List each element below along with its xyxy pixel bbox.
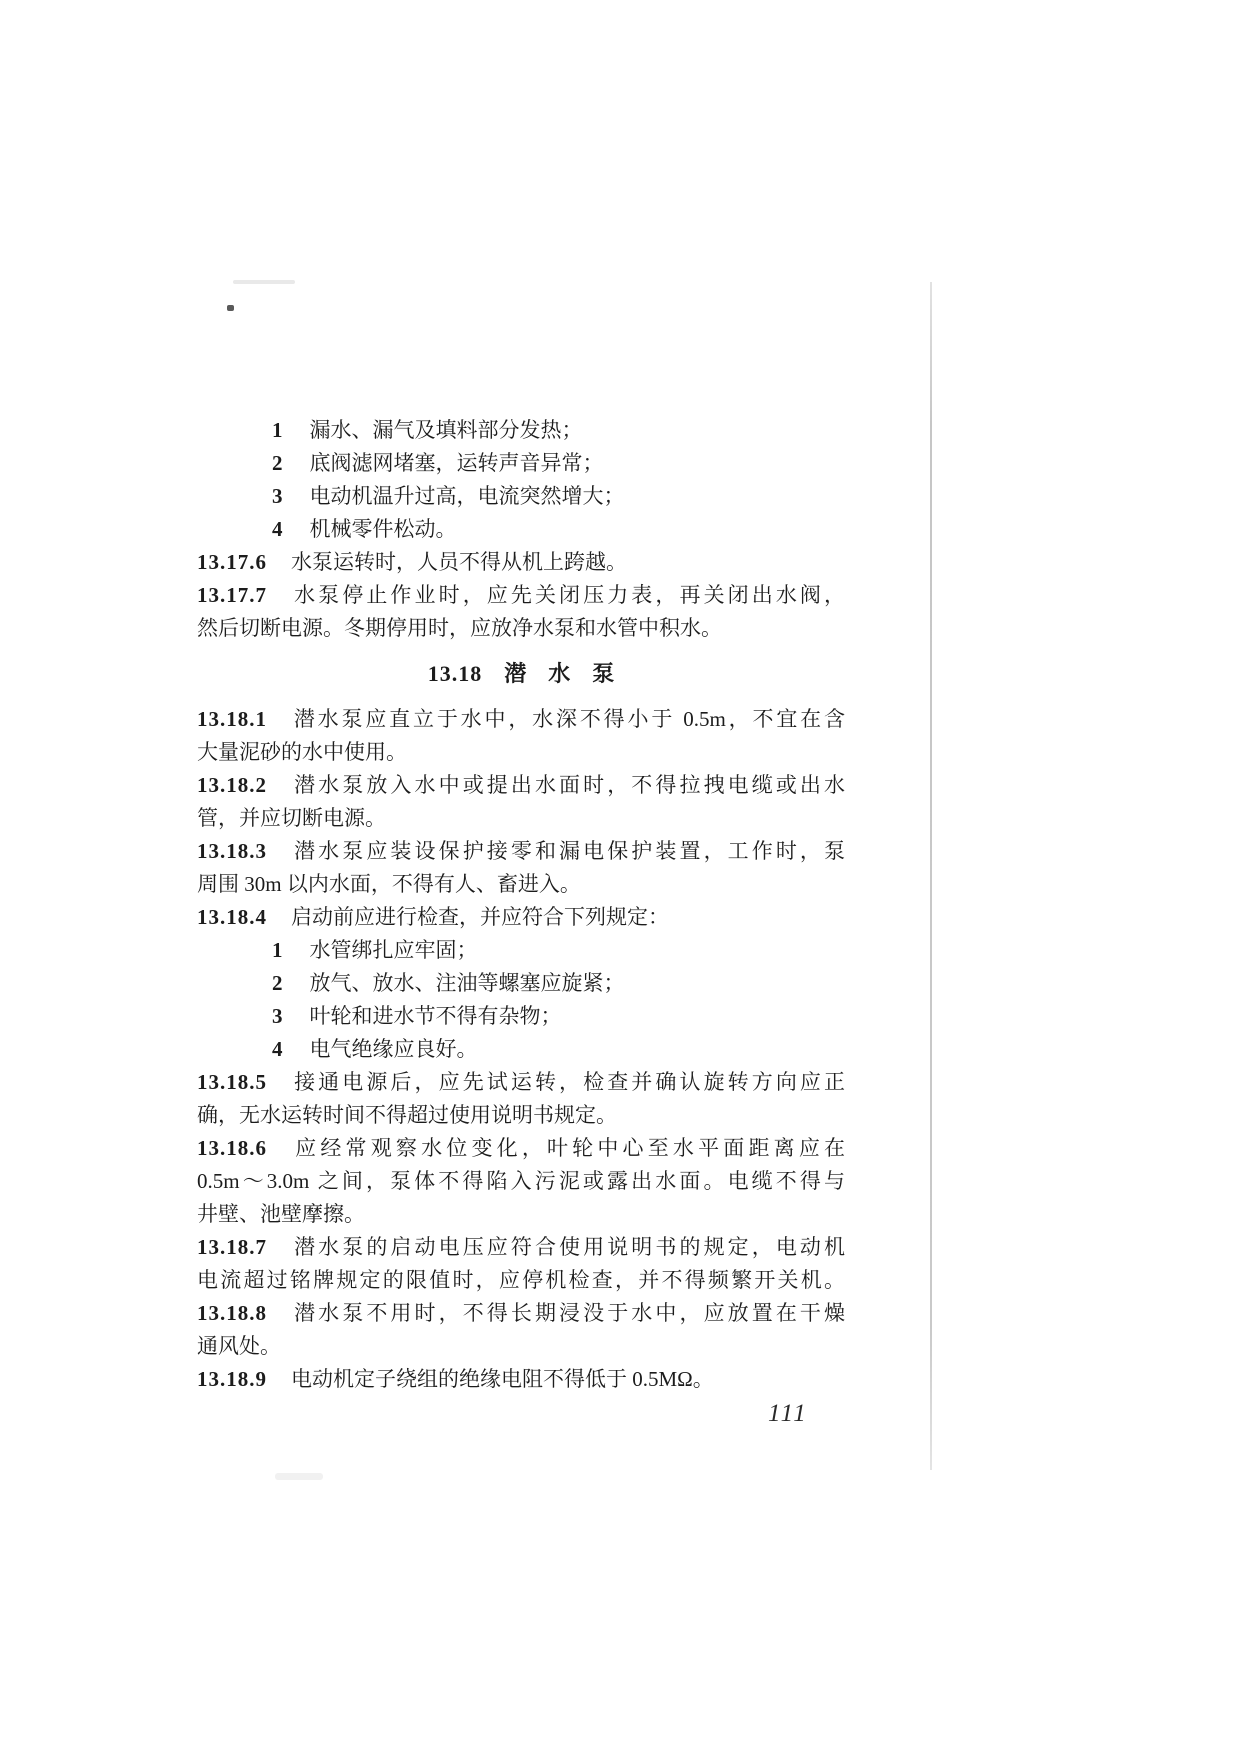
clause-line	[197, 1363, 845, 1396]
continuation-line	[197, 868, 845, 901]
line-text: 潜水泵的启动电压应符合使用说明书的规定，电动机	[291, 1235, 845, 1259]
section-title-text: 潜 水 泵	[504, 661, 615, 686]
line-text: 电动机温升过高，电流突然增大；	[309, 484, 625, 508]
clause-number: 13.18.4	[197, 905, 267, 929]
continuation-line	[197, 1330, 845, 1363]
section-number: 13.18	[427, 661, 483, 686]
clause-line	[197, 546, 845, 579]
clause-number: 13.18.1	[197, 707, 267, 731]
continuation-line	[197, 1099, 845, 1132]
list-item-line	[197, 480, 845, 513]
line-text: 底阀滤网堵塞，运转声音异常；	[309, 451, 604, 475]
clause-line	[197, 901, 845, 934]
line-text: 机械零件松动。	[309, 517, 457, 541]
text-column	[197, 414, 845, 1396]
line-text: 叶轮和进水节不得有杂物；	[309, 1004, 562, 1028]
line-text: 0.5m～3.0m 之间，泵体不得陷入污泥或露出水面。电缆不得与	[197, 1169, 845, 1193]
item-number: 2	[272, 451, 284, 475]
line-text: 漏水、漏气及填料部分发热；	[309, 418, 583, 442]
list-item-line	[197, 1033, 845, 1066]
clause-number: 13.18.7	[197, 1235, 267, 1259]
continuation-line	[197, 736, 845, 769]
scan-artifact-dash	[233, 280, 295, 284]
line-text: 应经常观察水位变化，叶轮中心至水平面距离应在	[291, 1136, 845, 1160]
list-item-line	[197, 967, 845, 1000]
clause-number: 13.18.6	[197, 1136, 267, 1160]
continuation-line	[197, 1264, 845, 1297]
list-item-line	[197, 934, 845, 967]
line-text: 水管绑扎应牢固；	[309, 938, 478, 962]
line-text: 启动前应进行检查，并应符合下列规定：	[291, 905, 669, 929]
item-number: 3	[272, 484, 284, 508]
clause-number: 13.18.5	[197, 1070, 267, 1094]
clause-line	[197, 835, 845, 868]
clause-line	[197, 769, 845, 802]
clause-number: 13.17.6	[197, 550, 267, 574]
scan-artifact-smudge	[275, 1473, 323, 1480]
line-text: 水泵运转时，人员不得从机上跨越。	[291, 550, 627, 574]
line-text: 放气、放水、注油等螺塞应旋紧；	[309, 971, 625, 995]
continuation-line	[197, 802, 845, 835]
item-number: 1	[272, 418, 284, 442]
clause-line	[197, 579, 845, 612]
clause-number: 13.18.2	[197, 773, 267, 797]
line-text: 电动机定子绕组的绝缘电阻不得低于 0.5MΩ。	[291, 1367, 714, 1391]
continuation-line	[197, 612, 845, 645]
clause-number: 13.18.8	[197, 1301, 267, 1325]
clause-line	[197, 1231, 845, 1264]
clause-line	[197, 1066, 845, 1099]
line-text: 接通电源后，应先试运转，检查并确认旋转方向应正	[291, 1070, 845, 1094]
list-item-line	[197, 447, 845, 480]
line-text: 潜水泵不用时，不得长期浸没于水中，应放置在干燥	[291, 1301, 845, 1325]
line-text: 然后切断电源。冬期停用时，应放净水泵和水管中积水。	[197, 616, 722, 640]
line-text: 潜水泵放入水中或提出水面时，不得拉拽电缆或出水	[291, 773, 845, 797]
line-text: 电气绝缘应良好。	[309, 1037, 478, 1061]
line-text: 周围 30m 以内水面，不得有人、畜进入。	[197, 872, 581, 896]
item-number: 1	[272, 938, 284, 962]
clause-line	[197, 1132, 845, 1165]
line-text: 通风处。	[197, 1334, 281, 1358]
line-text: 潜水泵应直立于水中，水深不得小于 0.5m，不宜在含	[291, 707, 845, 731]
item-number: 2	[272, 971, 284, 995]
line-text: 水泵停止作业时，应先关闭压力表，再关闭出水阀，	[291, 583, 845, 607]
clause-line	[197, 1297, 845, 1330]
line-text: 管，并应切断电源。	[197, 806, 386, 830]
list-item-line	[197, 1000, 845, 1033]
line-text: 井壁、池壁摩擦。	[197, 1202, 365, 1226]
line-text: 确，无水运转时间不得超过使用说明书规定。	[197, 1103, 617, 1127]
section-heading	[197, 657, 845, 690]
item-number: 4	[272, 1037, 284, 1061]
page-number: 111	[768, 1400, 808, 1427]
clause-number: 13.18.9	[197, 1367, 267, 1391]
line-text: 电流超过铭牌规定的限值时，应停机检查，并不得频繁开关机。	[197, 1268, 845, 1292]
line-text: 大量泥砂的水中使用。	[197, 740, 407, 764]
list-item-line	[197, 414, 845, 447]
scan-artifact-ink-speck	[227, 305, 234, 311]
item-number: 3	[272, 1004, 284, 1028]
clause-number: 13.17.7	[197, 583, 267, 607]
line-text: 潜水泵应装设保护接零和漏电保护装置，工作时，泵	[291, 839, 845, 863]
clause-number: 13.18.3	[197, 839, 267, 863]
clause-line	[197, 703, 845, 736]
scan-page-edge-line	[930, 282, 932, 1470]
item-number: 4	[272, 517, 284, 541]
list-item-line	[197, 513, 845, 546]
continuation-line	[197, 1165, 845, 1198]
continuation-line	[197, 1198, 845, 1231]
